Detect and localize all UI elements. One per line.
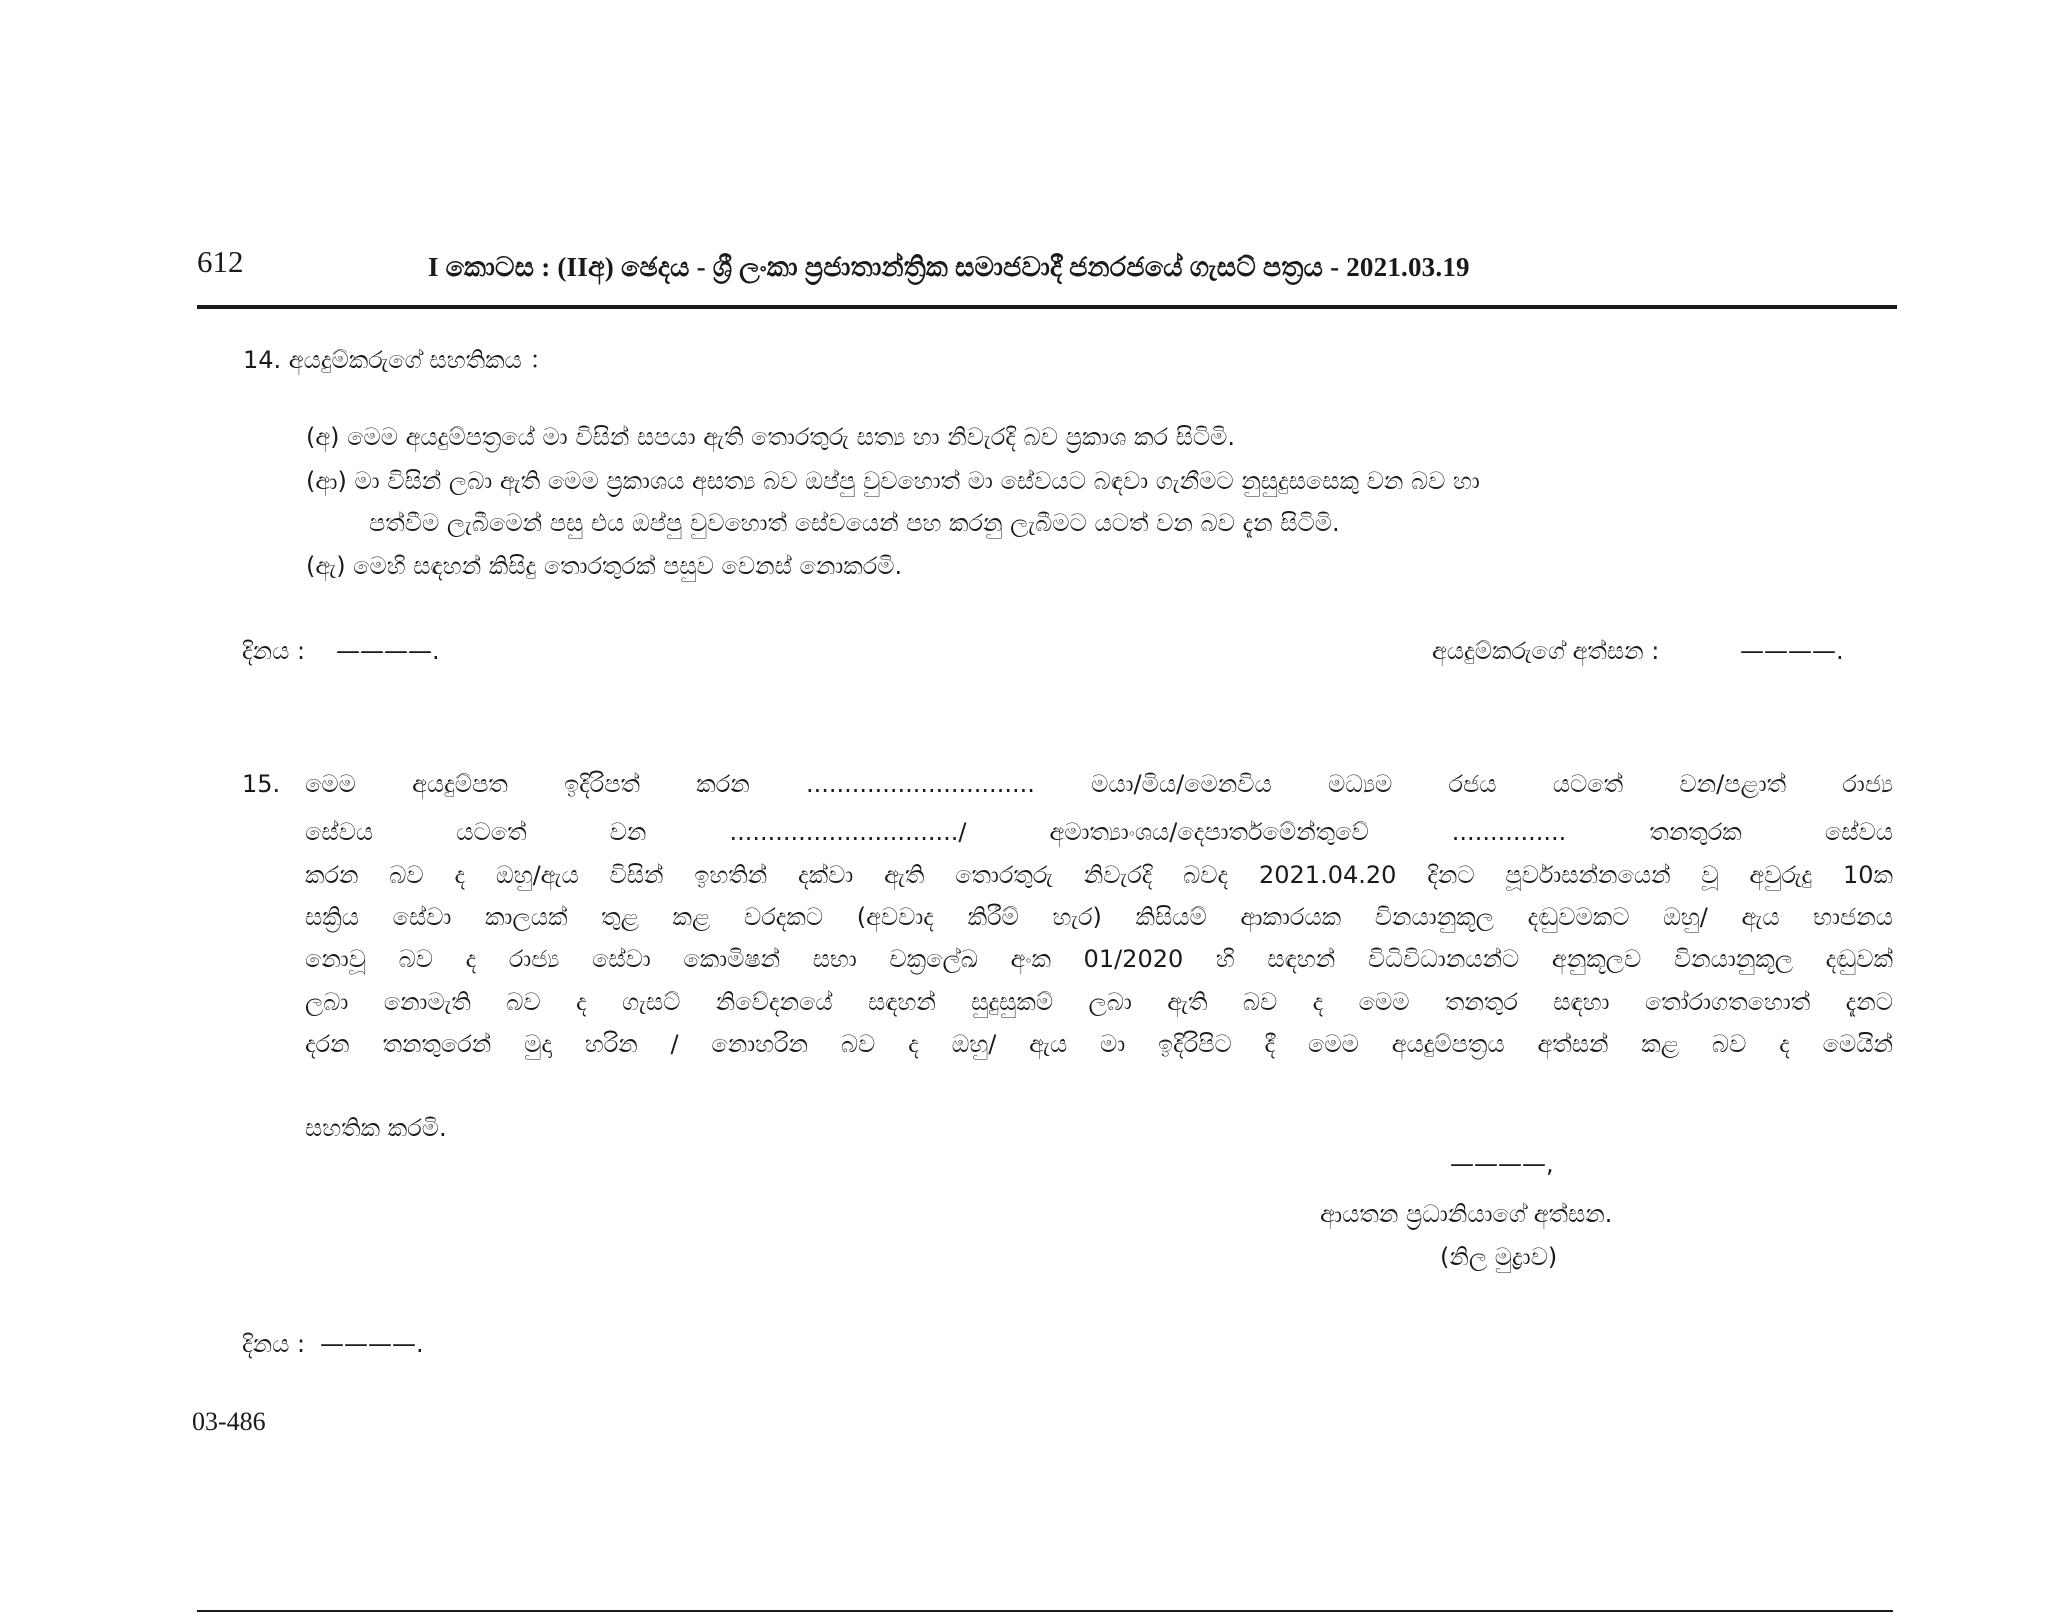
applicant-signature-label: අයදුම්කරුගේ අත්සන :: [1432, 637, 1660, 665]
certification-date-field: ————.: [320, 1330, 424, 1358]
footer-rule: [197, 1610, 1893, 1612]
section-15-line: [305, 818, 1893, 846]
head-of-institution-signature-label: ආයතන ප්‍රධානියාගේ අත්සන.: [1320, 1200, 1613, 1228]
section-14-item-a: (අ) මෙම අයදුම්පත්‍රයේ මා විසින් සපයා ඇති තොරතුරු සත්‍ය හා නිවැරදි බව ප්‍රකාශ කර සිටිමි.: [306, 423, 1235, 451]
applicant-signature-field: ————.: [1740, 637, 1844, 665]
page-number: 612: [197, 244, 244, 279]
section-15-line-last: සහතික කරමි.: [305, 1114, 447, 1142]
section-15-line-text: සක්‍රිය සේවා කාලයක් තුළ කළ වරදකට (අවවාද කිරීම් හැර) කිසියම් ආකාරයක විනයානුකූල දඬුවමකට ඔහු/ ඇය භාජනය: [305, 903, 1893, 931]
section-14-item-aa-continued: පත්වීම ලැබීමෙන් පසු එය ඔප්පු වුවහොත් සේවයෙන් පහ කරනු ලැබීමට යටත් වන බව දැන සිටිමි.: [369, 509, 1340, 537]
reference-code: 03-486: [192, 1407, 266, 1436]
section-14-heading: 14. අයදුම්කරුගේ සහතිකය ：: [243, 346, 554, 374]
section-14-item-aa: (ආ) මා විසින් ලබා ඇති මෙම ප්‍රකාශය අසත්‍ය බව ඔප්පු වුවහොත් මා සේවයට බඳවා ගැනීමට නුසුදුසසෙකු වන බව හා: [306, 467, 1480, 495]
official-seal-label: (නිල මුද්‍රාව): [1440, 1243, 1558, 1271]
section-15-line: [305, 770, 1893, 798]
section-14-item-ae: (ඇ) මෙහි සඳහන් කිසිදු තොරතුරක් පසුව වෙනස් නොකරමි.: [306, 552, 903, 580]
section-15-line-text: කරන බව ද ඔහු/ඇය විසින් ඉහතින් දක්වා ඇති තොරතුරු නිවැරදි බවද 2021.04.20 දිනට පූර්වාසන්නයෙන් වූ අවුරුදු 10ක: [305, 861, 1893, 889]
section-15-line: [305, 903, 1893, 931]
certification-date-label: දිනය :: [242, 1330, 306, 1358]
applicant-date-label: දිනය :: [242, 637, 306, 665]
applicant-date-field: ————.: [336, 637, 440, 665]
section-15-line-text: දරන තනතුරෙන් මුදා හරින / නොහරින බව ද ඔහු/ ඇය මා ඉදිරිපිට දී මෙම අයදුම්පත්‍රය අත්සන් කළ බව ද මෙයින්: [305, 1030, 1893, 1058]
section-15-line: [305, 861, 1893, 889]
section-15-line: [305, 988, 1893, 1016]
section-15-line-text: සේවය යටතේ වන ............................../ අමාත්‍යාංශය/දෙපාර්තමේන්තුවේ ............... තනතුරක සේවය: [305, 818, 1893, 846]
header-rule: [197, 305, 1897, 309]
section-15-line: [305, 1030, 1893, 1058]
section-15-number: 15.: [242, 770, 281, 798]
section-15-line-text: නොවූ බව ද රාජ්‍ය සේවා කොමිෂන් සභා චක්‍රලේඛ අංක 01/2020 හි සඳහන් විධිවිධානයන්ට අනුකූලව විනයානුකූල දඬුවක්: [305, 945, 1893, 973]
gazette-header-title: I කොටස : (IIඅ) ඡෙදය - ශ්‍රී ලංකා ප්‍රජාතාන්ත්‍රික සමාජවාදී ජනරජයේ ගැසට් පත්‍රය - 2021.03.19: [428, 252, 1470, 282]
head-of-institution-signature-field: ————,: [1450, 1150, 1554, 1178]
section-15-line: [305, 945, 1893, 973]
section-15-line-text: මෙම අයදුම්පත ඉදිරිපත් කරන .............................. මයා/මිය/මෙනවිය මධ්‍යම රජය යටතේ වන/පළාත් රාජ්‍ය: [305, 770, 1893, 798]
section-15-line-text: ලබා නොමැති බව ද ගැසට් නිවේදනයේ සඳහන් සුදුසුකම් ලබා ඇති බව ද මෙම තනතුර සඳහා තෝරාගතහොත් දැනට: [305, 988, 1893, 1016]
